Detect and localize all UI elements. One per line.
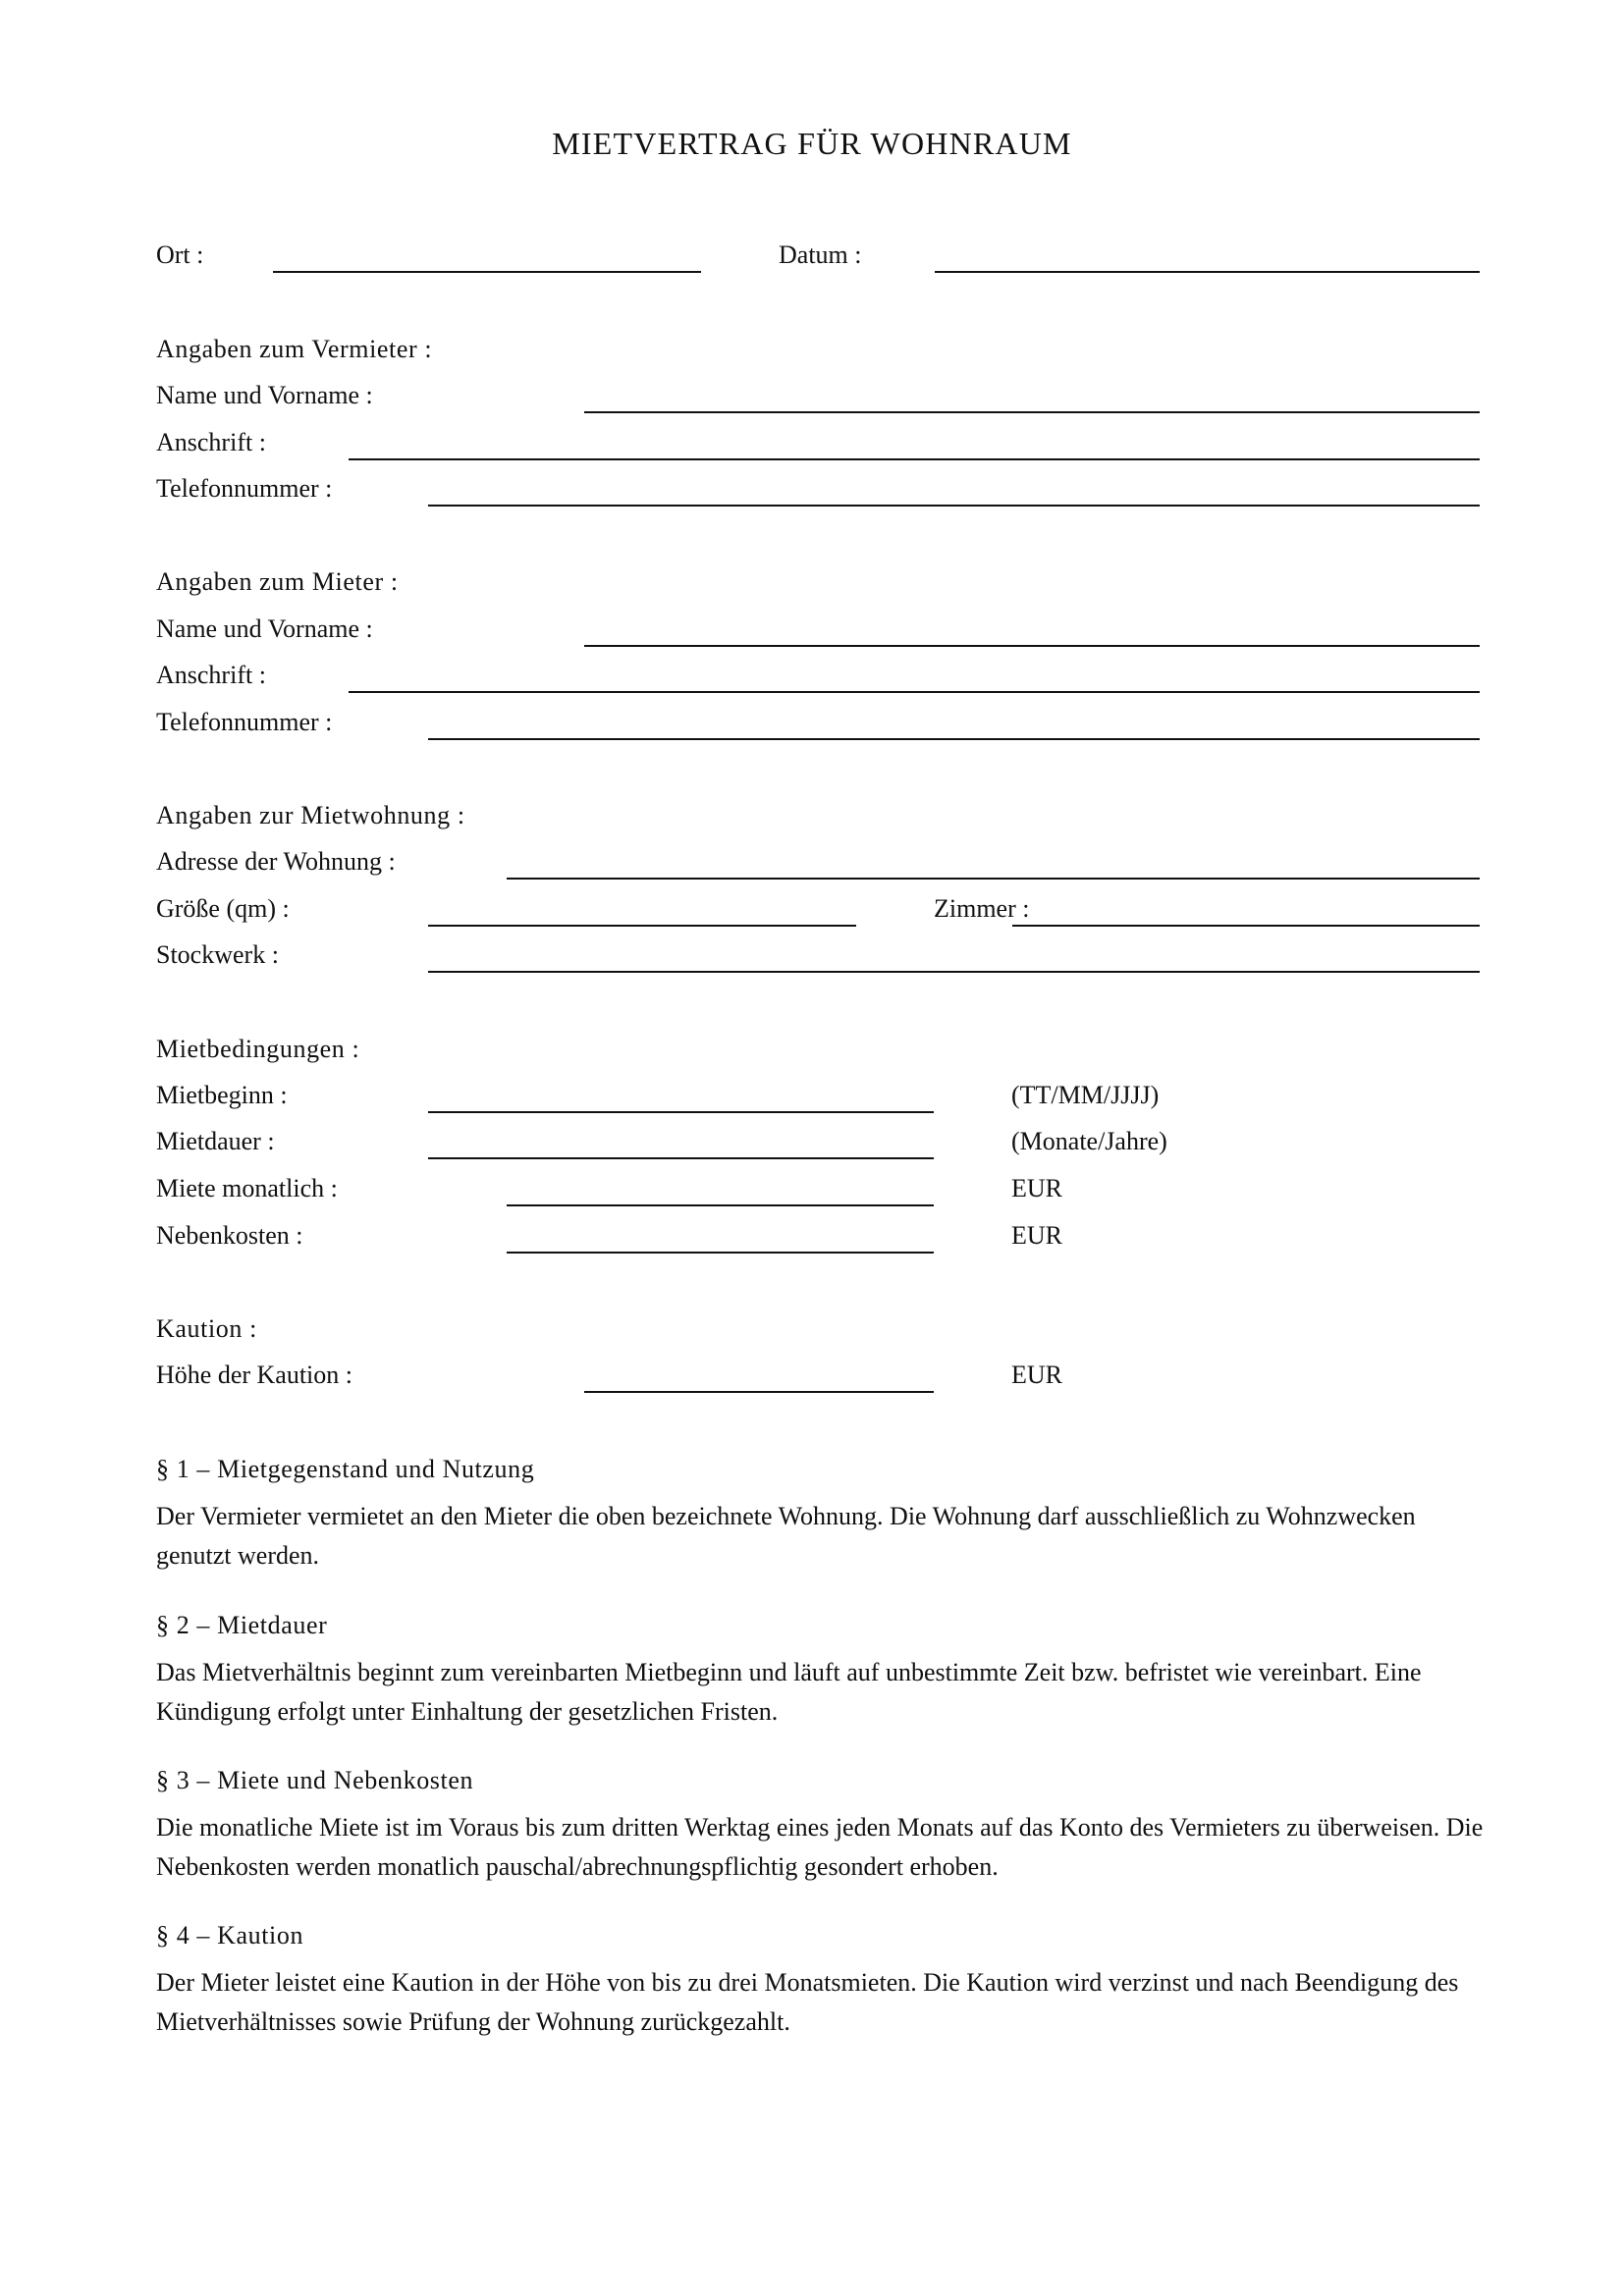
mietdauer-label: Mietdauer : — [156, 1127, 275, 1155]
mietdauer-unit: (Monate/Jahre) — [1011, 1127, 1167, 1155]
vermieter-heading: Angaben zum Vermieter : — [156, 335, 433, 363]
vermieter-anschrift-label: Anschrift : — [156, 428, 266, 456]
kaution-hoehe-field[interactable] — [584, 1391, 934, 1393]
wohnung-groesse-label: Größe (qm) : — [156, 894, 290, 923]
paragraph-3-text: Die monatliche Miete ist im Voraus bis zum dritten Werktag eines jeden Monats auf das Konto des Vermieters zu überweisen. Die Nebenkosten werden monatlich pauschal/abrechnungspflichtig gesondert erhoben. — [156, 1813, 1484, 1881]
mieter-heading: Angaben zum Mieter : — [156, 567, 399, 596]
mietbeginn-field[interactable] — [428, 1111, 934, 1113]
bedingungen-heading: Mietbedingungen : — [156, 1035, 360, 1063]
wohnung-zimmer-label: Zimmer : — [934, 894, 1030, 923]
paragraph-2-heading: § 2 – Mietdauer — [156, 1611, 328, 1639]
vermieter-name-label: Name und Vorname : — [156, 381, 373, 409]
wohnung-zimmer-field[interactable] — [1012, 925, 1480, 927]
mietbeginn-unit: (TT/MM/JJJJ) — [1011, 1081, 1160, 1109]
mieter-name-field[interactable] — [584, 645, 1480, 647]
vermieter-telefon-field[interactable] — [428, 505, 1480, 507]
mieter-telefon-field[interactable] — [428, 738, 1480, 740]
miete-monatlich-unit: EUR — [1011, 1174, 1062, 1202]
vermieter-telefon-label: Telefonnummer : — [156, 474, 333, 503]
datum-field[interactable] — [935, 271, 1480, 273]
miete-monatlich-label: Miete monatlich : — [156, 1174, 338, 1202]
miete-monatlich-field[interactable] — [507, 1204, 934, 1206]
mieter-anschrift-label: Anschrift : — [156, 661, 266, 689]
paragraph-2-text: Das Mietverhältnis beginnt zum vereinbarten Mietbeginn und läuft auf unbestimmte Zeit bzw. befristet wie vereinbart. Eine Kündigung erfolgt unter Einhaltung der gesetzlichen Fristen. — [156, 1658, 1422, 1726]
vermieter-anschrift-field[interactable] — [349, 458, 1480, 460]
mieter-anschrift-field[interactable] — [349, 691, 1480, 693]
nebenkosten-label: Nebenkosten : — [156, 1221, 303, 1250]
wohnung-stockwerk-field[interactable] — [428, 971, 1480, 973]
mietbeginn-label: Mietbeginn : — [156, 1081, 288, 1109]
document-title: MIETVERTRAG FÜR WOHNRAUM — [552, 126, 1072, 161]
datum-label: Datum : — [779, 240, 862, 269]
paragraph-3-heading: § 3 – Miete und Nebenkosten — [156, 1766, 474, 1794]
vermieter-name-field[interactable] — [584, 411, 1480, 413]
wohnung-adresse-label: Adresse der Wohnung : — [156, 847, 396, 876]
paragraph-1-heading: § 1 – Mietgegenstand und Nutzung — [156, 1455, 535, 1483]
wohnung-stockwerk-label: Stockwerk : — [156, 940, 279, 969]
mieter-name-label: Name und Vorname : — [156, 614, 373, 643]
nebenkosten-field[interactable] — [507, 1252, 934, 1254]
nebenkosten-unit: EUR — [1011, 1221, 1062, 1250]
paragraph-4-heading: § 4 – Kaution — [156, 1921, 304, 1949]
paragraph-1-text: Der Vermieter vermietet an den Mieter die oben bezeichnete Wohnung. Die Wohnung darf ausschließlich zu Wohnzwecken genutzt werden. — [156, 1502, 1416, 1570]
ort-field[interactable] — [273, 271, 701, 273]
wohnung-groesse-field[interactable] — [428, 925, 856, 927]
kaution-hoehe-label: Höhe der Kaution : — [156, 1361, 353, 1389]
kaution-hoehe-unit: EUR — [1011, 1361, 1062, 1389]
mietdauer-field[interactable] — [428, 1157, 934, 1159]
wohnung-adresse-field[interactable] — [507, 878, 1480, 880]
kaution-heading: Kaution : — [156, 1314, 257, 1343]
ort-label: Ort : — [156, 240, 204, 269]
wohnung-heading: Angaben zur Mietwohnung : — [156, 801, 465, 829]
mieter-telefon-label: Telefonnummer : — [156, 708, 333, 736]
paragraph-4-text: Der Mieter leistet eine Kaution in der Höhe von bis zu drei Monatsmieten. Die Kaution wird verzinst und nach Beendigung des Mietverhältnisses sowie Prüfung der Wohnung zurückgezahlt. — [156, 1968, 1459, 2036]
